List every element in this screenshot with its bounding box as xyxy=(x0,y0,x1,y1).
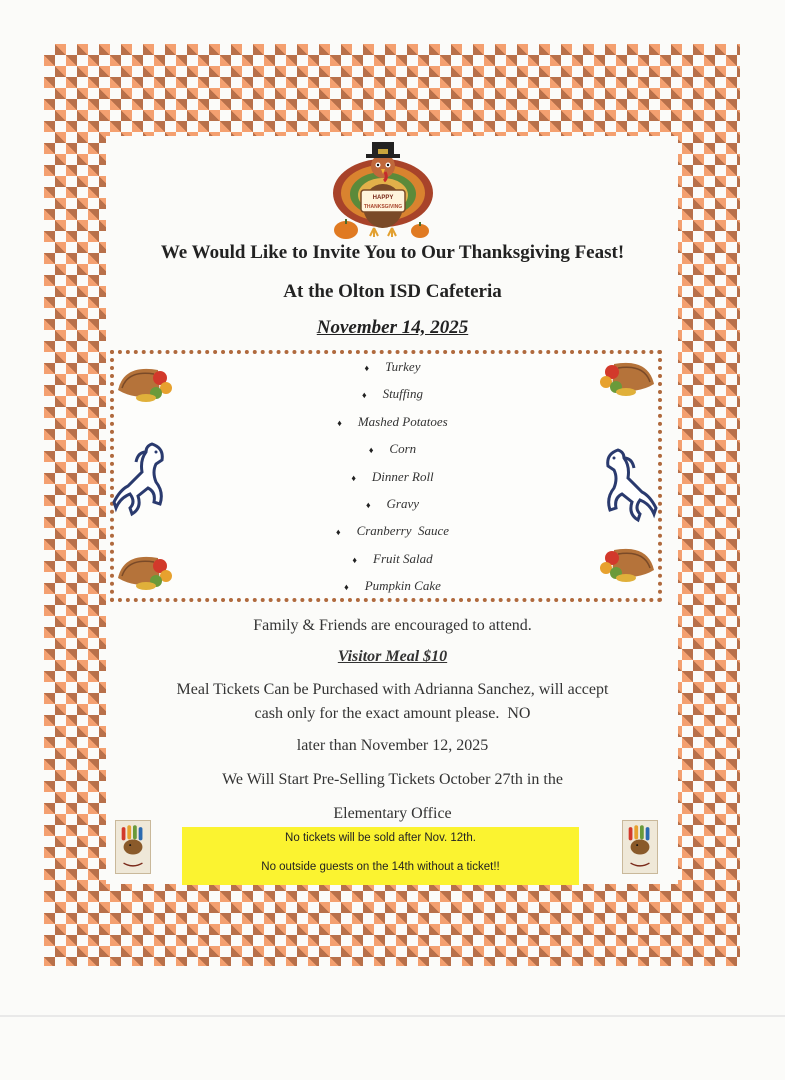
menu-item xyxy=(0,517,785,544)
tickets-text-line2: cash only for the exact amount please. NO xyxy=(254,705,531,722)
bullet-icon: ♦ xyxy=(351,472,356,483)
menu-item-label: Gravy xyxy=(386,495,420,511)
bullet-icon: ♦ xyxy=(344,582,349,593)
turkey-sign-line2: THANKSGIVING xyxy=(363,204,403,210)
menu-item xyxy=(0,490,785,517)
presell-text-line1: We Will Start Pre-Selling Tickets October 27th in the xyxy=(222,771,563,788)
menu-item-label: Mashed Potatoes xyxy=(357,413,448,429)
menu-item-label: Turkey xyxy=(385,359,421,374)
menu-item-label: Dinner Roll xyxy=(371,468,434,484)
handprint-turkey-icon xyxy=(115,820,151,874)
bullet-icon: ♦ xyxy=(365,499,371,510)
menu-item xyxy=(0,408,785,435)
menu-item-label: Cranberry Sauce xyxy=(356,523,450,539)
menu-item-label: Pumpkin Cake xyxy=(364,578,441,594)
turkey-icon xyxy=(330,138,436,244)
tickets-deadline: later than November 12, 2025 xyxy=(296,737,489,754)
ticket-notice xyxy=(182,827,579,885)
notice-line1: No tickets will be sold after Nov. 12th. xyxy=(285,832,476,844)
date-heading: November 14, 2025 xyxy=(316,317,469,338)
bullet-icon: ♦ xyxy=(364,363,370,373)
visitor-meal-price: Visitor Meal $10 xyxy=(337,648,448,665)
menu-item-label: Corn xyxy=(389,441,417,457)
encourage-text: Family & Friends are encouraged to attend. xyxy=(253,617,532,634)
turkey-sign-line1: HAPPY xyxy=(372,195,394,201)
menu-item-label: Stuffing xyxy=(382,386,424,402)
menu-item xyxy=(0,545,785,572)
bullet-icon: ♦ xyxy=(352,554,357,565)
location-heading: At the Olton ISD Cafeteria xyxy=(283,281,502,302)
presell-text-line2: Elementary Office xyxy=(333,805,452,822)
menu-item xyxy=(0,435,785,462)
menu-item xyxy=(0,572,785,599)
menu-item xyxy=(0,463,785,490)
handprint-turkey-icon xyxy=(622,820,658,874)
menu-item xyxy=(0,380,785,407)
menu-item xyxy=(0,353,785,380)
bullet-icon: ♦ xyxy=(368,445,374,456)
bullet-icon: ♦ xyxy=(335,527,341,538)
bullet-icon: ♦ xyxy=(361,390,367,401)
notice-line2: No outside guests on the 14th without a ticket!! xyxy=(261,861,500,873)
tickets-text-line1: Meal Tickets Can be Purchased with Adrianna Sanchez, will accept xyxy=(176,681,609,698)
bullet-icon: ♦ xyxy=(337,417,342,428)
menu-list xyxy=(0,353,785,600)
menu-item-label: Fruit Salad xyxy=(373,550,433,566)
invite-heading: We Would Like to Invite You to Our Thanksgiving Feast! xyxy=(160,242,625,263)
